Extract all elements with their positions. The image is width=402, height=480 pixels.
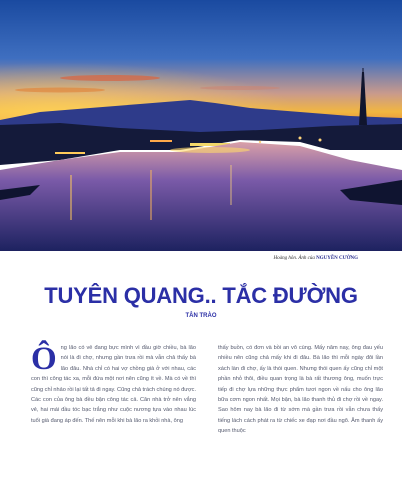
caption-prefix: Hoàng hôn. Ảnh của bbox=[273, 256, 315, 261]
left-column-text: ng lão có vẻ đang bực mình vì đầu giờ chiều, bà lão nói là đi chợ, nhưng gần trưa rồi mà vẫn chả thấy bà lão đâu. Nhà chỉ có hai vợ chồng già ở với nhau, các con thì công tác xa, mỗi đứa một nơi nên cũng ít về. Mà có về thì cũng chỉ nhảo rồi lại tất tả đi ngay. Cũng chả trách chúng nó được. Các con của ông bà đều bận công tác cả. Căn nhà trở nên vắng vẻ, hai mái đầu tóc bạc trắng như cuộc nương tựa vào nhau lúc tuổi già đang áp đến. Thế nên mỗi khi bà lão ra khỏi nhà, ông bbox=[31, 345, 196, 424]
photo-caption bbox=[273, 256, 358, 261]
article-column-right bbox=[218, 343, 383, 437]
caption-author: NGUYỄN CƯỜNG bbox=[316, 256, 358, 261]
article-title: TUYÊN QUANG.. TẮC ĐƯỜNG bbox=[44, 283, 358, 308]
article-column-left bbox=[31, 343, 196, 426]
right-column-text: thấy buồn, có đơn và bồi an vô cùng. Mấy năm nay, ông đau yếu nhiều nên cũng chả mấy khi đi đâu. Bà lão thì mỗi ngày đôi lần xách làn đi chợ, ấy là thói quen. Nhưng thói quen ấy cũng chỉ một phần nhỏ thôi, điều quan trọng là bà rất thương ông, muốn trực tiếp đi chợ lựa những thực phẩm tươi ngon về nấu cho ông lão bữa cơm ngon nhất. Mọi bận, bà lão thanh thủ đi chợ rồi về ngay. Sao hôm nay bà lão đi từ sớm mà gần trưa rồi vẫn chưa thấy tiếng lách cách phát ra từ chiếc xe đạp nơi đầu ngõ. Âm thanh ấy quen thuộc bbox=[218, 345, 383, 435]
article-author: TÂN TRÀO bbox=[185, 313, 217, 319]
drop-cap: Ô bbox=[31, 341, 57, 377]
